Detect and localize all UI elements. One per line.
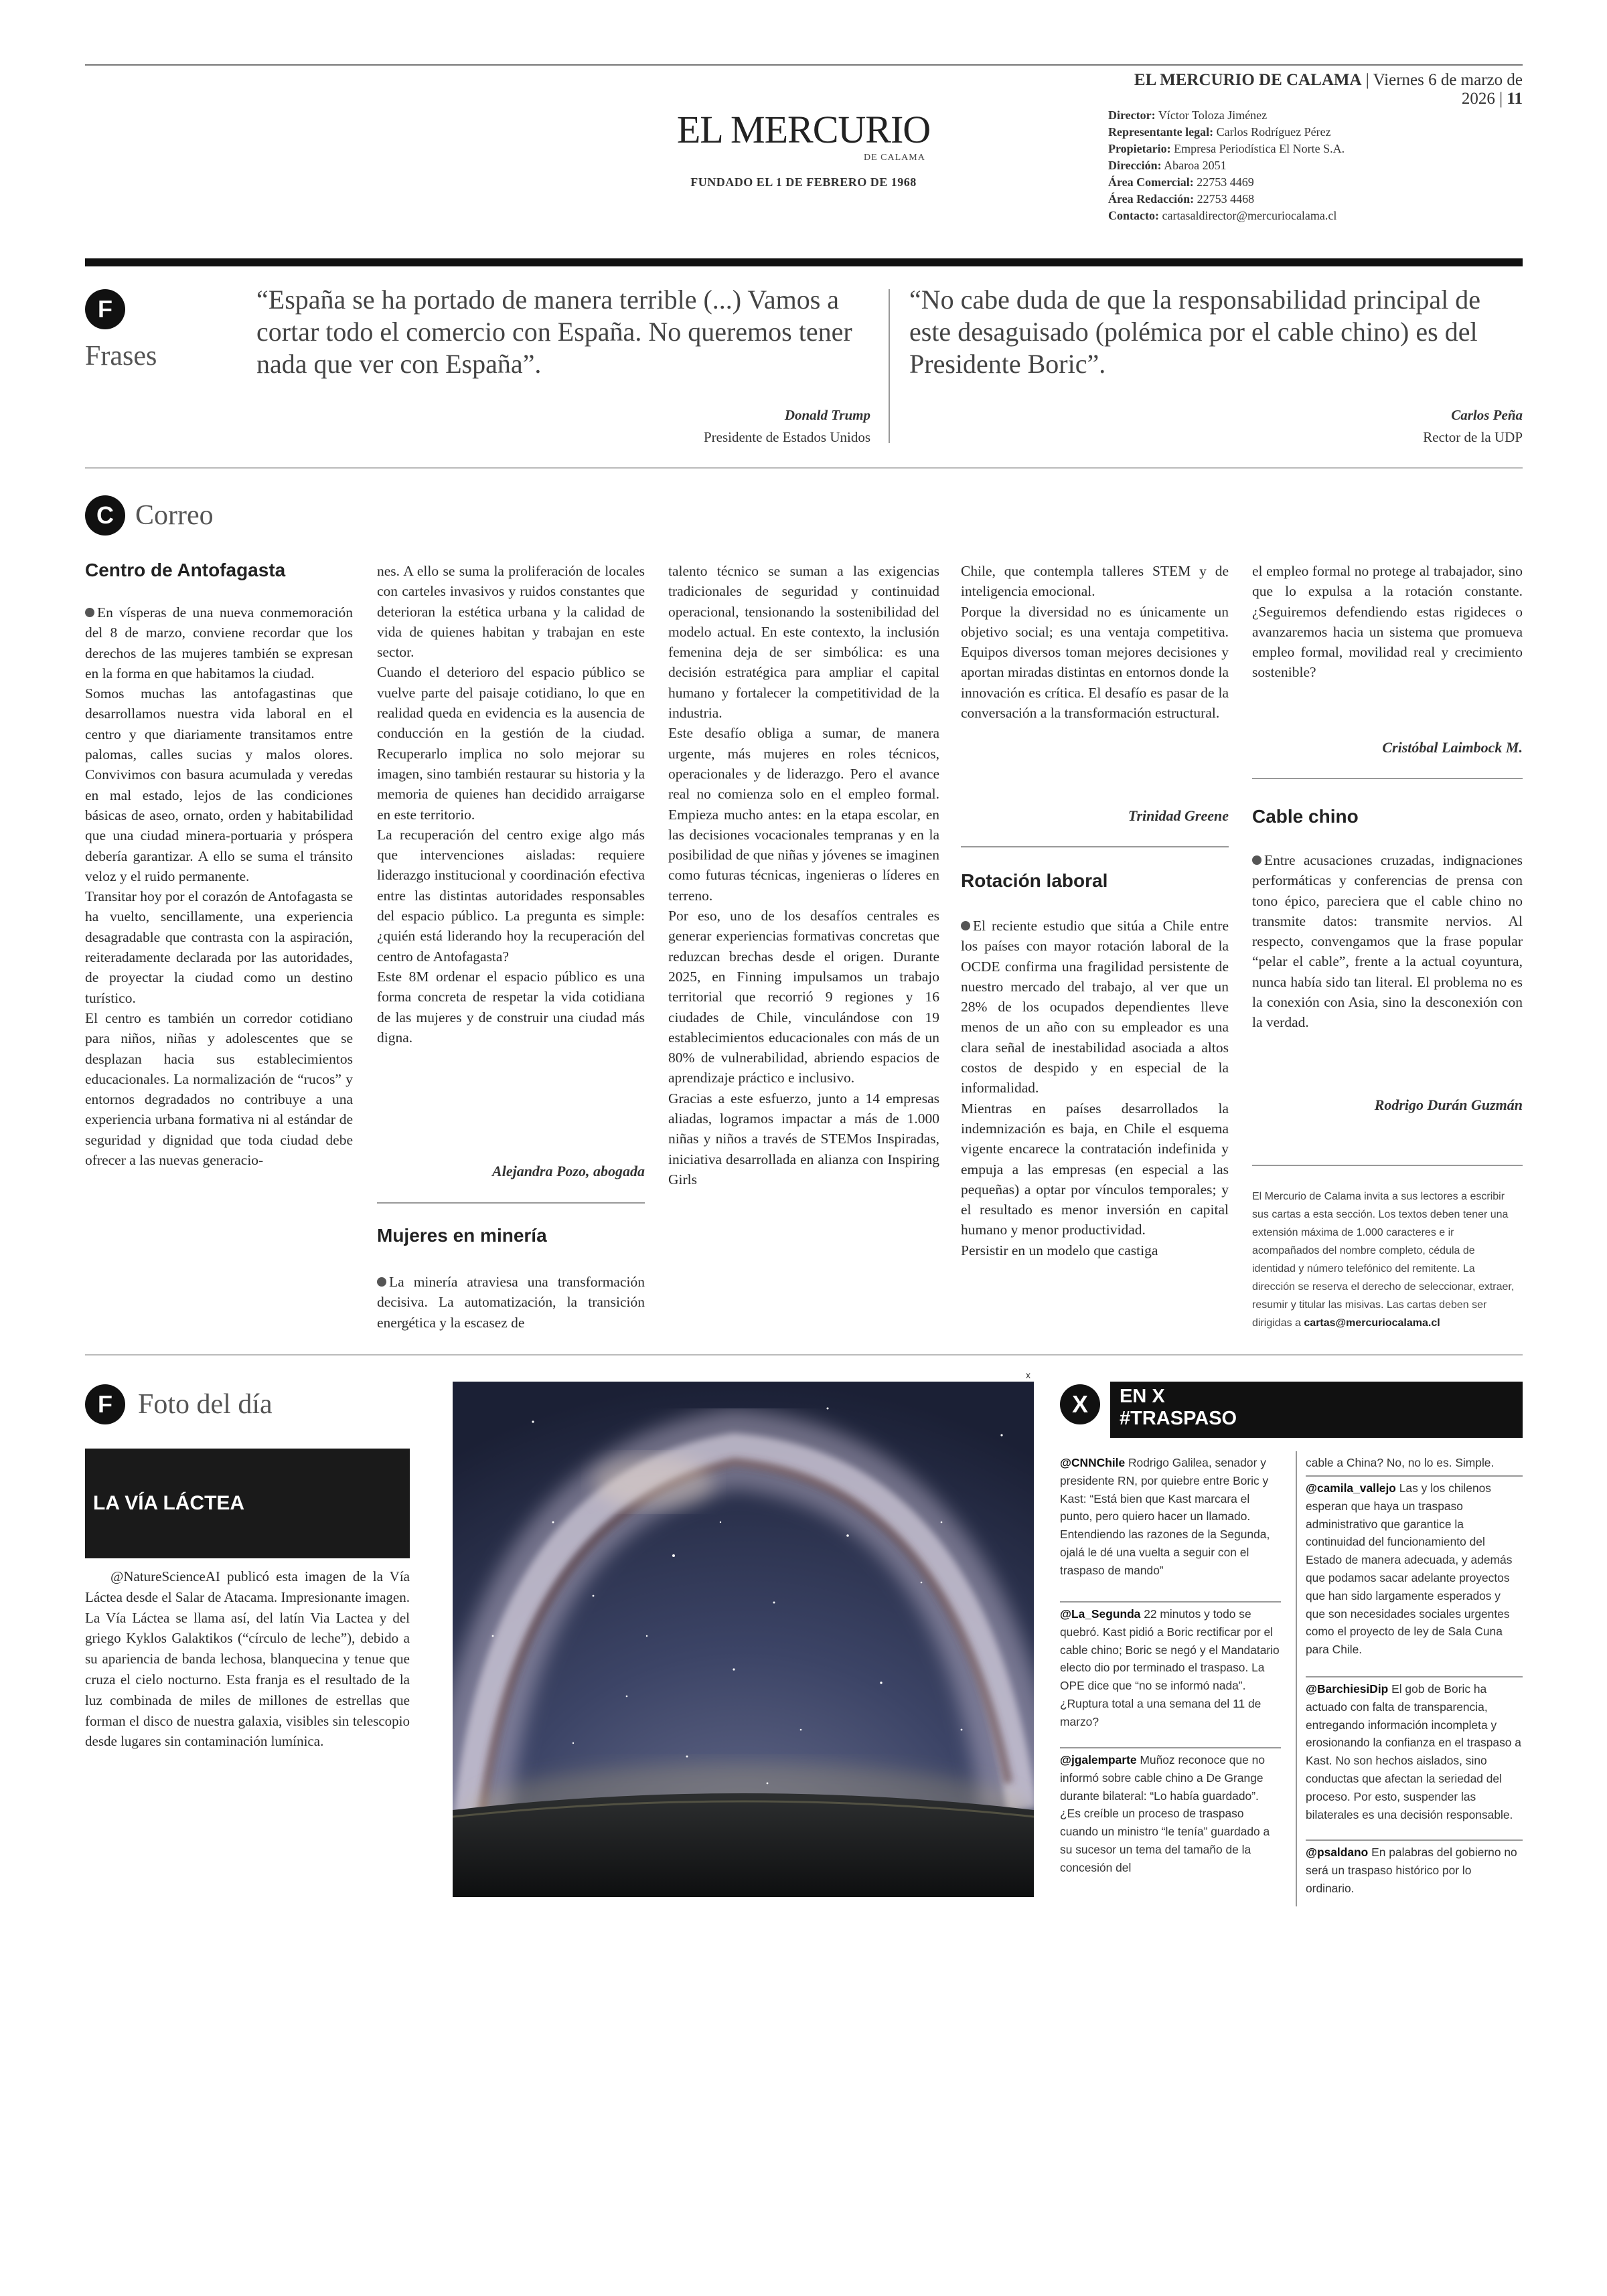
tweet-separator: [1306, 1475, 1523, 1477]
tweet-jgalemparte: @jgalemparte Muñoz reconoce que no informó sobre cable chino a De Grange durante bilateral: “Lo había guardado”. ¿Es creíble un proceso de traspaso cuando un ministro “le tenía” guardado a su sucesor un tema del tamaño de la concesión del: [1060, 1753, 1270, 1874]
tweet-handle[interactable]: @psaldano: [1306, 1846, 1369, 1859]
letter-title-cable: Cable chino: [1252, 806, 1359, 827]
photo-mark: x: [1026, 1370, 1030, 1380]
letter-body-rotacion-cont: el empleo formal no protege al trabajador, sino que lo expulsa a la rotación constante. ¿Seguiremos defendiendo estas rigideces o avanzaremos hacia un sistema que promueva empleo formal, movilidad real y crecimiento sostenible?: [1252, 563, 1523, 681]
founded-line: FUNDADO EL 1 DE FEBRERO DE 1968: [690, 175, 917, 189]
running-head-paper: EL MERCURIO DE CALAMA: [1134, 71, 1362, 89]
logo: EL MERCURIO: [676, 108, 931, 151]
staff-director: Director: Víctor Toloza Jiménez: [1108, 108, 1268, 122]
tweet-camilavallejo: @camila_vallejo Las y los chilenos esperan que haya un traspaso administrativo que garantice la continuidad del funcionamiento del Estado de manera adecuada, y además que podamos sacar adelante proyectos que han sido largamente esperados y que son necesidades sociales urgentes como el proyecto de ley de Sala Cuna para Chile.: [1306, 1481, 1513, 1657]
x-panel-title: EN X #TRASPASO: [1110, 1382, 1523, 1438]
letter-signature-duran: Rodrigo Durán Guzmán: [1374, 1096, 1523, 1113]
quote-divider: [889, 289, 890, 443]
letter-body-mineria: La minería atraviesa una transformación decisiva. La automatización, la transición energética y la escasez de: [377, 1274, 645, 1331]
staff-commercial: Área Comercial: 22753 4469: [1108, 175, 1254, 189]
page-number: 11: [1507, 90, 1523, 108]
tweet-jgalemparte-cont: cable a China? No, no lo es. Simple.: [1306, 1456, 1495, 1469]
correo-title: Correo: [135, 500, 214, 531]
frases-title: Frases: [85, 341, 157, 372]
letter-body-mineria-cont: talento técnico se suman a las exigencias tradicionales de seguridad y continuidad operacional, tensionando la sostenibilidad del modelo actual. En este contexto, la inclusión femenina deja de ser simbólica: es una decisión estratégica para ampliar el capital humano y fortalecer la competitividad de la industria. Este desafío obliga a sumar, de manera urgente, más mujeres en roles técnicos, operacionales y de liderazgo. Pero el avance real no comienza solo en el empleo formal. Empieza mucho antes: en la etapa escolar, en las decisiones vocacionales tempranas y en la posibilidad de que niñas y jóvenes se imaginen como futuras técnicas, ingenieras o líderes en terreno. Por eso, uno de los desafíos centrales es generar experiencias formativas concretas que reduzcan brechas desde el origen. Durante 2025, en Finning impulsamos un trabajo territorial que recorrió 9 regiones y 16 ciudades de Chile, vinculándose con 19 establecimientos educacionales con más de un 80% de vulnerabilidad, abriendo espacios de aprendizaje práctico e inclusivo. Gracias a este esfuerzo, junto a 14 empresas aliadas, logramos impactar a más de 1.000 niñas y niños a través de STEMos Inspiradas, iniciativa desarrollada en alianza con Inspiring Girls: [668, 563, 939, 1187]
quote-2: “No cabe duda de que la responsabilidad principal de este desaguisado (polémica por el cable chino) es del Presidente Boric”.: [909, 284, 1481, 379]
foto-title: Foto del día: [138, 1389, 273, 1420]
staff-box: [1108, 107, 1510, 224]
letter-body-centro: En vísperas de una nueva conmemoración del 8 de marzo, conviene recordar que los derechos de las mujeres también se expresan en la forma en que habitamos la ciudad. Somos muchas las antofagastinas que desarrollamos nuestra vida laboral en el centro y que diariamente transitamos entre palomas, calles sucias y malos olores. Convivimos con basura acumulada y veredas en mal estado, lejos de las condiciones básicas de aseo, ornato, orden y habitabilidad que una ciudad minera-portuaria y próspera debería garantizar. A ello se suma el tránsito veloz y el ruido permanente. Transitar hoy por el corazón de Antofagasta se ha vuelto, sencillamente, una experiencia desagradable que contrasta con la aspiración, reiteradamente declarada por las autoridades, de proyectar la ciudad como un destino turístico. El centro es también un corredor cotidiano para niños, niñas y adolescentes que se desplazan hacia sus establecimientos educacionales. La normalización de “rucos” y entornos degradados no contribuye a una experiencia urbana formativa ni al estándar de seguridad y dignidad que toda ciudad debe ofrecer a las nuevas generacio-: [85, 604, 353, 1169]
letter-title-mineria: Mujeres en minería: [377, 1225, 547, 1246]
running-head-date: Viernes 6 de marzo de 2026: [1373, 71, 1523, 108]
tweet-handle[interactable]: @BarchiesiDip: [1306, 1682, 1389, 1696]
tweet-handle[interactable]: @La_Segunda: [1060, 1607, 1141, 1621]
letter-signature-pozo: Alejandra Pozo, abogada: [492, 1163, 645, 1179]
foto-icon: F: [85, 1384, 125, 1424]
correo-bottom-rule: [85, 1354, 1523, 1356]
x-panel-divider: [1296, 1451, 1297, 1906]
quote-2-role: Rector de la UDP: [1423, 429, 1523, 445]
bullet-icon: [85, 608, 94, 617]
col4-rule: [961, 846, 1229, 847]
masthead-bar: [85, 258, 1523, 266]
foto-box-title: LA VÍA LÁCTEA: [85, 1449, 410, 1558]
letter-title-centro: Centro de Antofagasta: [85, 560, 286, 580]
tweet-handle[interactable]: @camila_vallejo: [1306, 1481, 1396, 1495]
tweet-cnnchile: @CNNChile Rodrigo Galilea, senador y presidente RN, por quiebre entre Boric y Kast: “Está bien que Kast marcara el punto, pero quiero hacer un llamado. Entendiendo las razones de la Segunda, ojalá le dé una vuelta a seguir con el traspaso de mando”: [1060, 1456, 1270, 1577]
frases-icon: F: [85, 289, 125, 329]
tweet-separator: [1060, 1601, 1281, 1603]
bullet-icon: [377, 1277, 386, 1287]
staff-newsroom: Área Redacción: 22753 4468: [1108, 192, 1255, 206]
tweet-separator: [1306, 1676, 1523, 1677]
tweet-handle[interactable]: @jgalemparte: [1060, 1753, 1137, 1767]
letter-body-mineria-end: Chile, que contempla talleres STEM y de inteligencia emocional. Porque la diversidad no es únicamente un objetivo social; es una ventaja competitiva. Equipos diversos toman mejores decisiones y aportan miradas distintas en entornos donde la innovación es crítica. El desafío es pasar de la conversación a la transformación estructural.: [961, 563, 1229, 722]
tweet-psaldano: @psaldano En palabras del gobierno no será un traspaso histórico por lo ordinario.: [1306, 1846, 1517, 1895]
letter-signature-laimbock: Cristóbal Laimbock M.: [1382, 739, 1523, 756]
running-head: EL MERCURIO DE CALAMA | Viernes 6 de marzo de 2026 | 11: [1134, 71, 1523, 108]
milky-way-photo: [453, 1382, 1034, 1897]
staff-legal-rep: Representante legal: Carlos Rodríguez Pérez: [1108, 125, 1331, 139]
quote-1-role: Presidente de Estados Unidos: [703, 429, 870, 445]
tweet-barchiesidip: @BarchiesiDip El gob de Boric ha actuado con falta de transparencia, entregando información incompleta y erosionando la confianza en el traspaso a Kast. No son hechos aislados, sino conductas que afectan la seriedad del proceso. Por esto, suspender las bilaterales es una decisión responsable.: [1306, 1682, 1521, 1821]
bullet-icon: [961, 921, 970, 930]
col5-rule: [1252, 778, 1523, 779]
quote-1: “España se ha portado de manera terrible (...) Vamos a cortar todo el comercio con España. No queremos tener nada que ver con España”.: [256, 284, 852, 379]
tweet-handle[interactable]: @CNNChile: [1060, 1456, 1126, 1469]
submission-email[interactable]: cartas@mercuriocalama.cl: [1304, 1317, 1440, 1329]
quote-1-author: Donald Trump: [784, 407, 870, 423]
letter-title-rotacion: Rotación laboral: [961, 870, 1108, 891]
letter-body-cable: Entre acusaciones cruzadas, indignaciones performáticas y conferencias de prensa con tono épico, pareciera que el cable chino no transmite datos: transmite nervios. Al respecto, convengamos que la frase popular “pelar el cable”, frente a la actual coyuntura, nunca había sido tan literal. El problema no es la conexión con Asia, sino la desconexión con la verdad.: [1252, 852, 1523, 1031]
x-icon: X: [1060, 1384, 1100, 1424]
tweet-lasegunda: @La_Segunda 22 minutos y todo se quebró. Kast pidió a Boric rectificar por el cable chino; Boric se negó y el Mandatario electo dio por terminado el traspaso. La OPE dice que “no se informó nada”. ¿Ruptura total a una semana del 11 de marzo?: [1060, 1607, 1280, 1728]
letter-body-centro-cont: nes. A ello se suma la proliferación de locales con carteles invasivos y ruidos constantes que deterioran la estética urbana y la calidad de vida de quienes habitan y trabajan en este sector. Cuando el deterioro del espacio público se vuelve parte del paisaje cotidiano, lo que en realidad queda en evidencia es la ausencia de conducción en la gestión de la ciudad. Recuperarlo implica no solo mejorar su imagen, sino también restaurar su historia y la memoria de quienes han decidido arraigarse en este territorio. La recuperación del centro exige algo más que intervenciones aisladas: requiere liderazgo institucional y coordinación efectiva entre las distintas autoridades responsables del espacio público. La pregunta es simple: ¿quién está liderando hoy la recuperación del centro de Antofagasta? Este 8M ordenar el espacio público es una forma concreta de respetar la vida cotidiana de las mujeres y de construir una ciudad más digna.: [377, 563, 645, 1046]
letter-signature-greene: Trinidad Greene: [1128, 807, 1229, 824]
tweet-separator: [1306, 1839, 1523, 1841]
logo-sub: DE CALAMA: [864, 153, 925, 163]
letter-body-rotacion: El reciente estudio que sitúa a Chile entre los países con mayor rotación laboral de la OCDE confirma una fragilidad persistente de nuestro mercado del trabajo, al ver que un 28% de los ocupados dependientes lleve menos de un año con su empleador es una clara señal de inestabilidad asociada a altos costos de despido y en especial de la informalidad. Mientras en países desarrollados la indemnización es baja, en Chile el esquema vigente encarece la contratación indefinida y empuja a las empresas (en especial a las pequeñas) a optar por vínculos temporales; y el resultado es menor inversión en capital humano y menor productividad. Persistir en un modelo que castiga: [961, 918, 1229, 1258]
correo-icon: C: [85, 495, 125, 536]
staff-contact: Contacto: cartasaldirector@mercuriocalama.cl: [1108, 209, 1337, 222]
quote-2-author: Carlos Peña: [1451, 407, 1523, 423]
tweet-separator: [1060, 1747, 1281, 1748]
milky-way-image: [453, 1382, 1034, 1897]
col2-rule: [377, 1202, 645, 1204]
note-rule: [1252, 1165, 1523, 1166]
submission-note: El Mercurio de Calama invita a sus lectores a escribir sus cartas a esta sección. Los textos deben tener una extensión máxima de 1.000 caracteres e ir acompañados del nombre completo, cédula de identidad y número telefónico del remitente. La dirección se reserva el derecho de seleccionar, extraer, resumir y titular las misivas. Las cartas deben ser dirigidas a cartas@mercuriocalama.cl: [1252, 1191, 1515, 1329]
staff-owner: Propietario: Empresa Periodística El Norte S.A.: [1108, 142, 1345, 155]
frases-bottom-rule: [85, 467, 1523, 469]
top-rule: [85, 64, 1523, 66]
foto-caption: @NatureScienceAI publicó esta imagen de la Vía Láctea desde el Salar de Atacama. Impresionante imagen. La Vía Láctea se llama así, del latín Via Lactea y del griego Kyklos Galaktikos (“círculo de leche”), debido a su apariencia de banda lechosa, blanquecina y tenue que cruza el cielo nocturno. Esta franja es el resultado de la luz combinada de miles de millones de estrellas que forman el disco de nuestra galaxia, visibles sin telescopio desde lugares sin contaminación lumínica.: [85, 1568, 410, 1750]
staff-address: Dirección: Abaroa 2051: [1108, 159, 1227, 172]
bullet-icon: [1252, 855, 1261, 865]
